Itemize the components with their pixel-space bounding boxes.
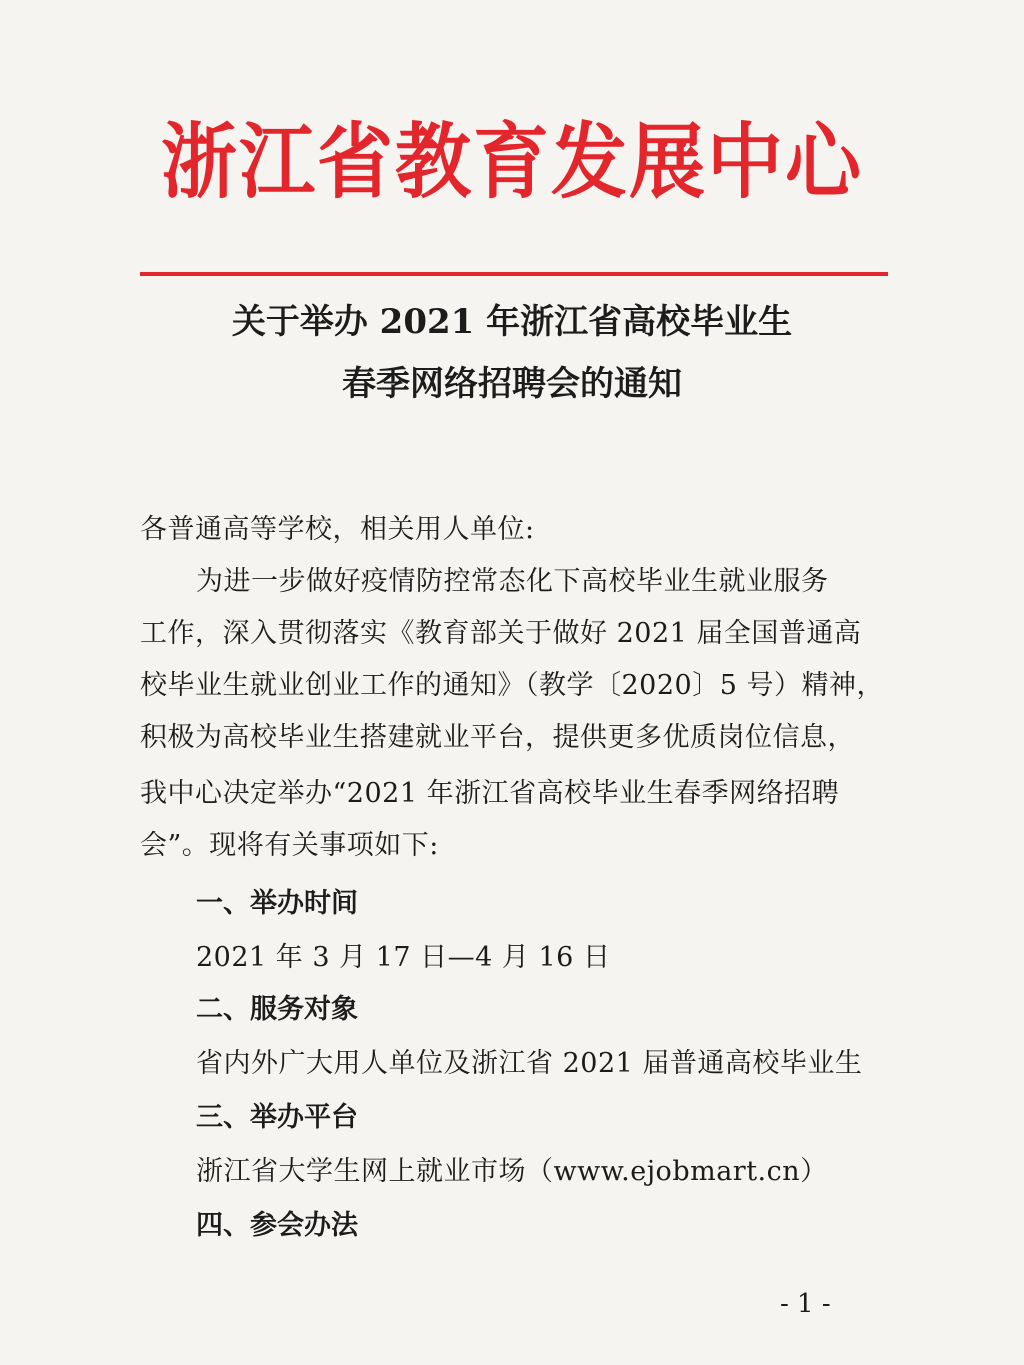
notice-title-line1: 关于举办 2021 年浙江省高校毕业生	[231, 302, 793, 342]
section-heading-audience: 二、服务对象	[196, 994, 358, 1025]
notice-title-line2: 春季网络招聘会的通知	[342, 364, 682, 404]
intro-line: 校毕业生就业创业工作的通知》（教学〔2020〕5 号）精神，	[140, 670, 884, 701]
intro-line: 为进一步做好疫情防控常态化下高校毕业生就业服务	[196, 566, 829, 597]
section-content-time: 2021 年 3 月 17 日—4 月 16 日	[196, 942, 611, 973]
section-content-audience: 省内外广大用人单位及浙江省 2021 届普通高校毕业生	[196, 1048, 863, 1079]
section-heading-platform: 三、举办平台	[196, 1102, 358, 1133]
intro-line: 会”。现将有关事项如下:	[140, 830, 439, 861]
section-heading-time: 一、举办时间	[196, 888, 358, 919]
intro-line: 工作，深入贯彻落实《教育部关于做好 2021 届全国普通高	[140, 618, 862, 649]
masthead-org-name: 浙江省教育发展中心	[161, 113, 863, 210]
red-divider-line	[140, 272, 888, 276]
salutation: 各普通高等学校，相关用人单位:	[140, 514, 535, 545]
intro-line: 积极为高校毕业生搭建就业平台，提供更多优质岗位信息，	[140, 722, 855, 753]
page-number: - 1 -	[780, 1289, 831, 1319]
intro-line: 我中心决定举办“2021 年浙江省高校毕业生春季网络招聘	[140, 778, 840, 809]
section-content-platform: 浙江省大学生网上就业市场（www.ejobmart.cn）	[196, 1156, 828, 1187]
section-heading-method: 四、参会办法	[196, 1210, 358, 1241]
